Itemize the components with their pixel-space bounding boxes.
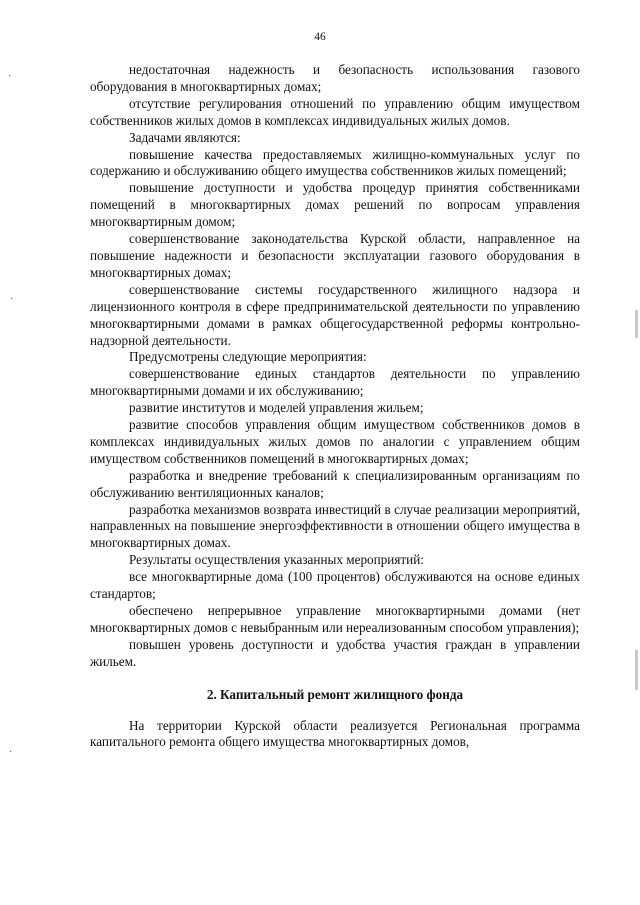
paragraph: Задачами являются: [129,129,241,145]
paragraph: развитие институтов и моделей управления жильем; [129,400,424,416]
paragraph: Результаты осуществления указанных мероприятий: [129,552,424,568]
paragraph: Предусмотрены следующие мероприятия: [129,349,367,365]
scan-speck: · [9,747,13,758]
paragraph: разработка и внедрение требований к специализированным организациям по обслуживанию вентиляционных каналов; [90,467,580,500]
paragraph: развитие способов управления общим имуществом собственников домов в комплексах индивидуальных жилых домов по аналогии с управлением общим имуществом собственников помещений в многоквартирных домах; [90,417,580,466]
paragraph: повышен уровень доступности и удобства участия граждан в управлении жильем. [90,636,580,669]
paragraph: обеспечено непрерывное управление многоквартирными домами (нет многоквартирных домов с невыбранным или нереализованным способом управления); [90,603,580,635]
scan-edge-mark [635,310,638,338]
scan-edge-mark [635,650,638,690]
scan-speck: · [10,294,14,305]
paragraph: недостаточная надежность и безопасность использования газового оборудования в многоквартирных домах; [90,62,580,94]
paragraph: повышение доступности и удобства процедур принятия собственниками помещений в многоквартирных домах решений по вопросам управления многоквартирным домом; [90,180,580,230]
paragraph: отсутствие регулирования отношений по управлению общим имуществом собственников жилых домов в комплексах индивидуальных жилых домов. [90,95,580,128]
paragraph: разработка механизмов возврата инвестиций в случае реализации мероприятий, направленных на повышение энергоэффективности в отношении общего имущества в многоквартирных домах. [90,501,580,551]
paragraph: совершенствование законодательства Курской области, направленное на повышение надежности и безопасности эксплуатации газового оборудования в многоквартирных домах; [90,231,580,280]
paragraph: совершенствование единых стандартов деятельности по управлению многоквартирными домами и их обслуживанию; [90,366,580,399]
scan-speck: · [8,71,12,82]
paragraph: На территории Курской области реализуется Региональная программа капитального ремонта общего имущества многоквартирных домов, [90,717,580,750]
section-heading: 2. Капитальный ремонт жилищного фонда [206,686,464,702]
paragraph: повышение качества предоставляемых жилищно-коммунальных услуг по содержанию и обслуживанию общего имущества собственников жилых помещений; [90,146,580,179]
paragraph: все многоквартирные дома (100 процентов) обслуживаются на основе единых стандартов; [90,569,580,602]
document-body [90,62,580,751]
page-number: 46 [314,31,326,43]
paragraph: совершенствование системы государственного жилищного надзора и лицензионного контроля в сфере предпринимательской деятельности по управлению многоквартирными домами в рамках общегосударственной реформы контрольно-надзорной деятельности. [90,281,580,348]
